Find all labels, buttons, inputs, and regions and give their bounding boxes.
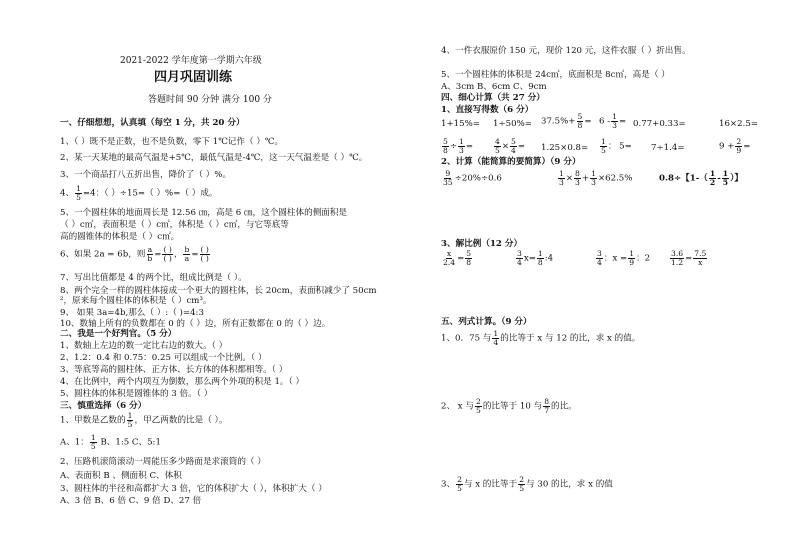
section-3-heading: 三、慎重选择（6 分） (60, 401, 147, 411)
fill-question-5-line-2: （ ）c㎡，表面积是（ ）c㎡，体积是（ ）c㎡，与它等底等 (60, 220, 289, 230)
direct-item-8: $\frac{4}{5}$ × $\frac{5}{4}$ = (495, 137, 526, 155)
direct-answer-heading: 1、直接写得数（6 分） (441, 105, 534, 115)
calc-item-3: 0.8÷【1-（ $\frac{1}{2}$ - $\frac{1}{5}$ ）】 (659, 169, 743, 187)
fill-question-8-line-2: ²，原来每个圆柱体的体积是（ ）cm³。 (60, 296, 212, 306)
fill-question-5-line-1: 5、一个圆柱体的地面周长是 12.56 ㎝，高是 6 ㎝，这个圆柱体的侧面积是 (60, 208, 348, 218)
section-2-heading: 二、我是一个好判官。（5 分） (60, 329, 177, 339)
page-title: 四月巩固训练 (154, 70, 233, 85)
proportion-item-1: $\frac{x}{2.4}$ = $\frac{5}{8}$ (443, 249, 472, 267)
fill-question-9: 9、 如果 3a=4b,那么（ ）:（ )=4:3 (60, 308, 204, 318)
direct-item-11: 7÷1.4= (651, 143, 685, 153)
judge-question-5: 5、圆柱体的体积是圆锥体的 3 倍。（ ） (60, 389, 213, 399)
calc-item-1: $\frac{9}{35}$ ÷20%÷0.6 (443, 169, 502, 187)
fill-question-4: 4、 $\frac{1}{5}$ =4：（ ）÷15=（ ）%=（ ）成。 (60, 184, 218, 202)
choice-question-2-options: A、表面积 B 、侧面积 C、体积 (60, 471, 182, 481)
judge-question-4: 4、在比例中，两个内项互为倒数，那么两个外项的积是 1。（ ） (60, 377, 305, 387)
word-problem-1: 1、0．75 与 $\frac{1}{4}$ 的比等于 x 与 12 的比，求 x 的值。 (441, 329, 641, 347)
section-5-heading: 五、列式计算。（9 分） (441, 317, 532, 327)
proportion-item-4: $\frac{3.6}{1.2}$ = $\frac{7.5}{x}$ (671, 249, 707, 267)
choice-question-5-options: A、3cm B、6cm C、9cm (441, 82, 547, 92)
fill-question-7: 7、写出比值都是 4 的两个比，组成比例是（ ）。 (60, 273, 247, 283)
word-problem-3: 3、 $\frac{2}{5}$ 与 x 的比等于 $\frac{2}{5}$ 与 30 的比，求 x 的值 (441, 475, 613, 493)
direct-item-10: $\frac{1}{5}$ ： 5= (601, 137, 632, 155)
choice-question-1-options: A、1： $\frac{1}{5}$ B、1:5 C、5:1 (60, 433, 161, 451)
direct-item-9: 1.25×0.8= (541, 143, 589, 153)
fill-question-5-line-3: 高的圆锥体的体积是（ ）c㎡。 (60, 232, 180, 242)
proportion-item-3: $\frac{3}{4}$ ：x = $\frac{1}{9}$ ：2 (597, 249, 651, 267)
judge-question-1: 1、数轴上左边的数一定比右边的数大。（ ） (60, 341, 228, 351)
fill-question-1: 1、（ ）既不是正数，也不是负数，零下 1℃记作（ ）℃。 (60, 137, 284, 147)
choice-question-1: 1、甲数是乙数的 $\frac{1}{5}$ ，甲乙两数的比是（ ）。 (60, 411, 228, 429)
direct-item-12: 9 + $\frac{2}{9}$ = (719, 137, 751, 155)
judge-question-3: 3、等底等高的圆柱体、正方体、长方体的体积都相等。（ ） (60, 365, 288, 375)
direct-item-2: 1÷50%= (493, 119, 532, 129)
choice-question-3: 3、圆柱体的半径和高都扩大 3 倍，它的体积扩大（ ），体积扩大（ ） (60, 484, 327, 494)
choice-question-2: 2、压路机滚筒滚动一周能压多少路面是求滚筒的（ ） (60, 457, 266, 467)
direct-item-6: 16×2.5= (719, 119, 759, 129)
fill-question-3: 3、一个商品打八五折出售，降价了（ ）%。 (60, 170, 232, 180)
time-score-line: 答题时间 90 分钟 满分 100 分 (148, 95, 272, 105)
choice-question-5: 5、一个圆柱体的体积是 24c㎡，底面积是 8c㎡，高是（ ） (441, 70, 670, 80)
choice-question-3-options: A、3 倍 B、6 倍 C、9 倍 D、27 倍 (60, 496, 202, 506)
word-problem-2: 2、 x 与 $\frac{2}{5}$ 的比等于 10 与 $\frac{8}{7}$ 的比。 (441, 397, 577, 415)
fill-question-10: 10、数轴上所有的负数都在 0 的（ ）边，所有正数都在 0 的（ ）边。 (60, 319, 331, 329)
proportion-heading: 3、解比例（12 分） (441, 239, 523, 249)
section-4-heading: 四、细心计算（共 27 分） (441, 93, 545, 103)
direct-item-1: 1+15%= (441, 119, 480, 129)
proportion-item-2: $\frac{3}{4}$ x= $\frac{1}{8}$ :4 (517, 249, 554, 267)
calc-item-2: $\frac{1}{3}$ × $\frac{8}{3}$ + $\frac{1}{3}$ ×62.5% (559, 169, 633, 187)
fill-question-2: 2、某一天某地的最高气温是+5℃，最低气温是-4℃，这一天气温差是（ ）℃。 (60, 153, 368, 163)
choice-question-4: 4、一件衣服原价 150 元，现价 120 元，这件衣服（ ）折出售。 (441, 46, 691, 56)
section-1-heading: 一、仔细想想，认真填（每空 1 分，共 20 分） (60, 118, 245, 128)
fill-question-6: 6、如果 2a = 6b，则 $\frac{a}{b}$ = $\frac{( )}{( )}$ ， $\frac{b}{a}$ = $\frac{( )}{( )}$ (60, 245, 209, 263)
direct-item-4: 6 - $\frac{1}{3}$ = (599, 112, 627, 130)
fill-question-8-line-1: 8、两个完全一样的圆柱体接成一个更大的圆柱体，长 20cm，表面积减少了 50cm (60, 286, 377, 296)
school-year-heading: 2021-2022 学年度第一学期六年级 (120, 56, 262, 66)
direct-item-7: $\frac{5}{8}$ ÷ $\frac{1}{3}$ = (443, 137, 474, 155)
calculation-heading: 2、计算（能简算的要简算）（9 分） (441, 157, 581, 167)
judge-question-2: 2、1.2：0.4 和 0.75：0.25 可以组成一个比例。（ ） (60, 353, 267, 363)
direct-item-3: 37.5%+ $\frac{5}{8}$ = (541, 112, 592, 130)
direct-item-5: 0.77+0.33= (633, 119, 686, 129)
